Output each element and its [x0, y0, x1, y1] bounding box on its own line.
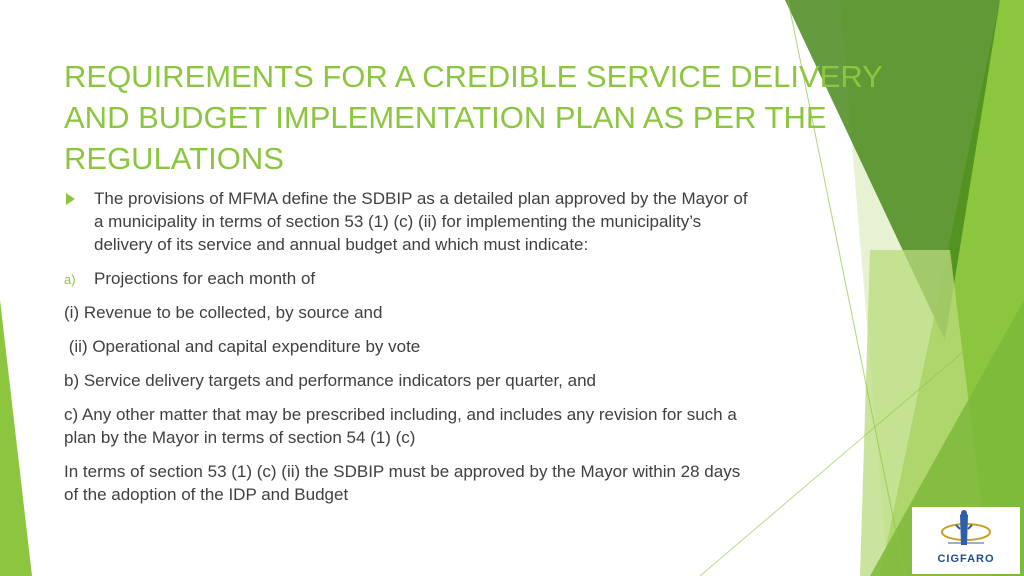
list-item-c-line-1: c) Any other matter that may be prescribed including, and includes any revision for such a: [64, 405, 737, 424]
closing-line-2: of the adoption of the IDP and Budget: [64, 485, 349, 504]
left-edge-green-strip: [0, 300, 32, 576]
bullet-line-1: The provisions of MFMA define the SDBIP as a detailed plan approved by the Mayor of: [94, 189, 748, 208]
list-item-ii: (ii) Operational and capital expenditure by vote: [64, 337, 421, 356]
closing-paragraph: [64, 460, 844, 506]
list-item-a-text: Projections for each month of: [94, 269, 316, 288]
title-line-2: AND BUDGET IMPLEMENTATION PLAN AS PER THE: [64, 100, 827, 135]
list-item-c: [64, 403, 844, 449]
bullet-paragraph: [64, 187, 844, 256]
list-item-c-line-2: plan by the Mayor in terms of section 54 (1) (c): [64, 428, 416, 447]
cigfaro-logo: [912, 507, 1020, 574]
bullet-line-2: a municipality in terms of section 53 (1) (c) (ii) for implementing the municipality’s: [94, 212, 702, 231]
title-line-3: REGULATIONS: [64, 141, 284, 176]
bullet-line-3: delivery of its service and annual budget and which must indicate:: [94, 235, 589, 254]
list-item-a: [64, 267, 844, 290]
arrow-bullet-icon: [66, 193, 75, 205]
closing-line-1: In terms of section 53 (1) (c) (ii) the SDBIP must be approved by the Mayor within 28 days: [64, 462, 741, 481]
slide-body: [64, 187, 844, 506]
logo-text: CIGFARO: [937, 553, 995, 565]
list-item-i: (i) Revenue to be collected, by source and: [64, 303, 383, 322]
list-item-b: b) Service delivery targets and performance indicators per quarter, and: [64, 371, 596, 390]
list-marker-a: a): [64, 272, 76, 287]
title-line-1: REQUIREMENTS FOR A CREDIBLE SERVICE DELIVERY: [64, 59, 883, 94]
slide-title: [64, 56, 984, 179]
